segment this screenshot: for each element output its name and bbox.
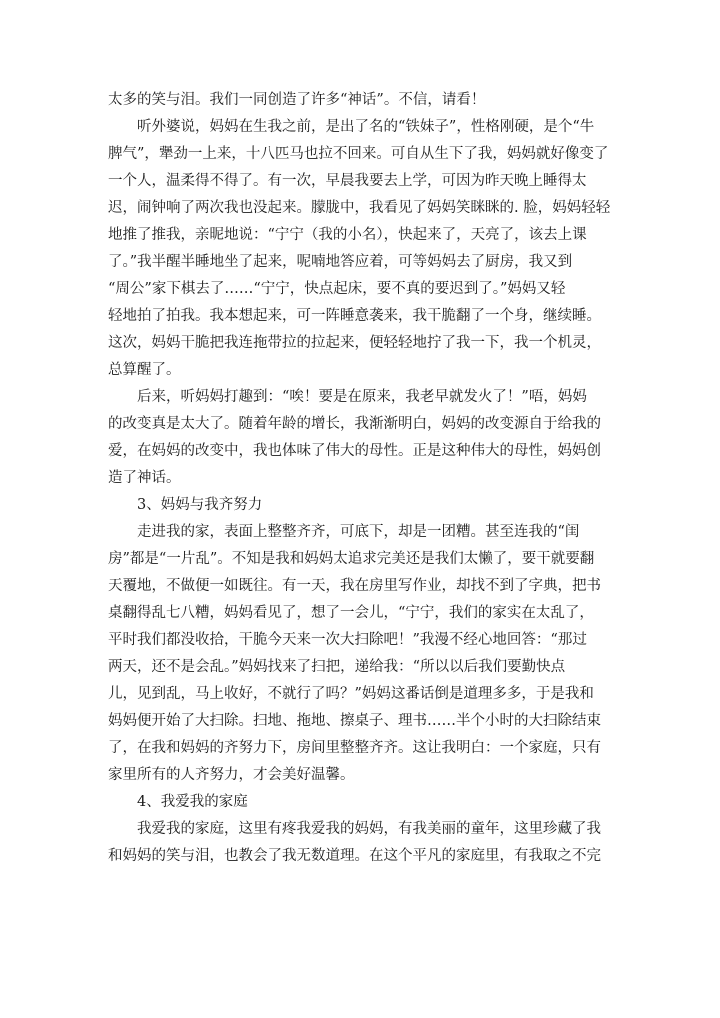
text-line: 地推了推我，亲昵地说：“宁宁（我的小名），快起来了，天亮了，该去上课: [108, 227, 587, 243]
document-page: [108, 87, 618, 870]
text-line: 一个人，温柔得不得了。有一次，早晨我要去上学，可因为昨天晚上睡得太: [108, 173, 587, 189]
text-line: 家里所有的人齐努力，才会美好温馨。: [108, 767, 355, 783]
paragraph-start-line: 后来，听妈妈打趣到：“唉！要是在原来，我老早就发火了！”唔，妈妈: [137, 389, 587, 405]
text-line: 爱，在妈妈的改变中，我也体味了伟大的母性。正是这种伟大的母性，妈妈创: [108, 443, 601, 459]
text-line: 总算醒了。: [108, 362, 181, 378]
paragraph-start-line: 走进我的家，表面上整整齐齐，可底下，却是一团糟。甚至连我的“闺: [137, 524, 580, 540]
section-heading: 3、妈妈与我齐努力: [137, 497, 263, 513]
text-line: 造了神话。: [108, 470, 181, 486]
text-line: 轻地拍了拍我。我本想起来，可一阵睡意袭来，我干脆翻了一个身，继续睡。: [108, 308, 601, 324]
text-line: “周公”家下棋去了……“宁宁，快点起床，要不真的要迟到了。”妈妈又轻: [108, 281, 566, 297]
text-line: 这次，妈妈干脆把我连拖带拉的拉起来，便轻轻地拧了我一下，我一个机灵，: [108, 335, 601, 351]
text-line: 的改变真是太大了。随着年龄的增长，我渐渐明白，妈妈的改变源自于给我的: [108, 416, 601, 432]
text-line: 平时我们都没收拾，干脆今天来一次大扫除吧！”我漫不经心地回答：“那过: [108, 632, 587, 648]
text-line: 妈妈便开始了大扫除。扫地、拖地、擦桌子、理书……半个小时的大扫除结束: [108, 713, 601, 729]
text-line: 了。”我半醒半睡地坐了起来，呢喃地答应着，可等妈妈去了厨房，我又到: [108, 254, 573, 270]
text-line: 了，在我和妈妈的齐努力下，房间里整整齐齐。这让我明白：一个家庭，只有: [108, 740, 601, 756]
text-line: 儿，见到乱，马上收好，不就行了吗？”妈妈这番话倒是道理多多，于是我和: [108, 686, 594, 702]
paragraph-start-line: 听外婆说，妈妈在生我之前，是出了名的“铁妹子”，性格刚硬，是个“牛: [137, 119, 595, 135]
text-line: 太多的笑与泪。我们一同创造了许多“神话”。不信，请看！: [108, 92, 486, 108]
text-line: 房”都是“一片乱”。不知是我和妈妈太追求完美还是我们太懒了，要干就要翻: [108, 551, 595, 567]
text-line: 两天，还不是会乱。”妈妈找来了扫把，递给我：“所以以后我们要勤快点: [108, 659, 566, 675]
text-line: 天覆地，不做便一如既往。有一天，我在房里写作业，却找不到了字典，把书: [108, 578, 601, 594]
text-line: 和妈妈的笑与泪，也教会了我无数道理。在这个平凡的家庭里，有我取之不完: [108, 848, 601, 864]
paragraph-start-line: 我爱我的家庭，这里有疼我爱我的妈妈，有我美丽的童年，这里珍藏了我: [137, 821, 601, 837]
text-line: 脾气”，犟劲一上来，十八匹马也拉不回来。可自从生下了我，妈妈就好像变了: [108, 146, 609, 162]
text-line: 桌翻得乱七八糟，妈妈看见了，想了一会儿，“宁宁，我们的家实在太乱了，: [108, 605, 594, 621]
text-line: 迟，闹钟响了两次我也没起来。朦胧中，我看见了妈妈笑眯眯的. 脸，妈妈轻轻: [108, 200, 611, 216]
section-heading: 4、我爱我的家庭: [137, 794, 248, 810]
